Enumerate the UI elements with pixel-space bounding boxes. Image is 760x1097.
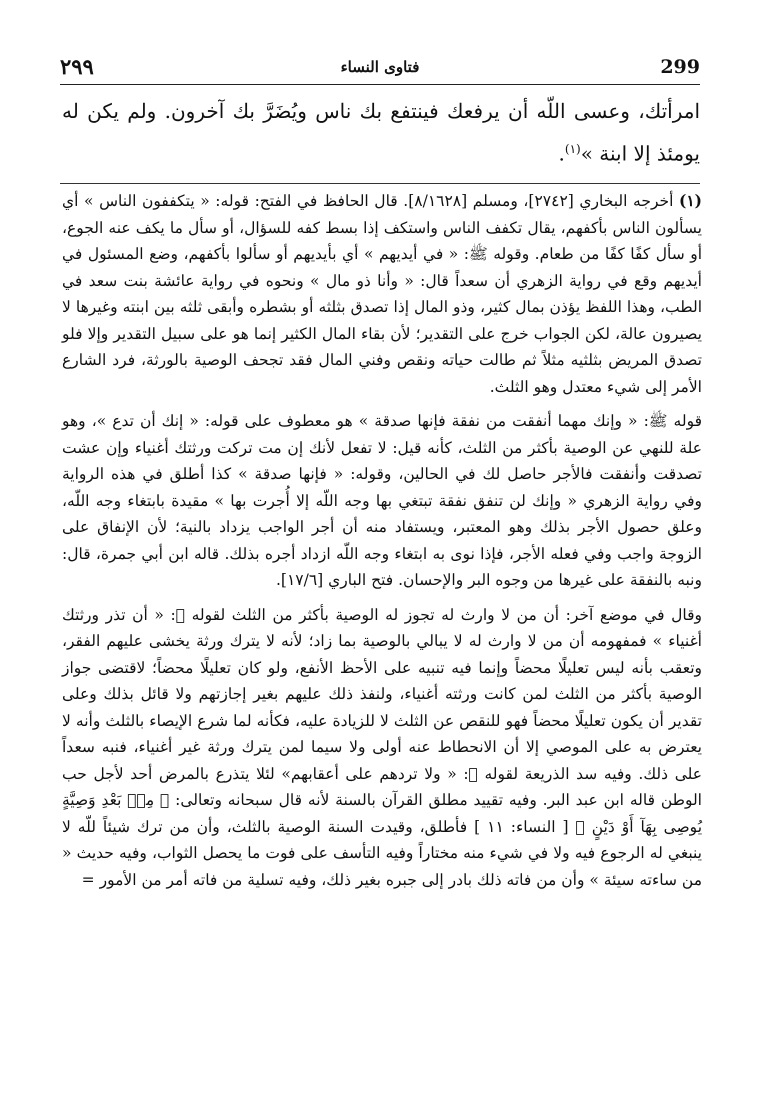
footnote-1-text: أخرجه البخاري [٢٧٤٢]، ومسلم [٨/١٦٢٨]. قال الحافظ في الفتح: قوله: « يتكففون الناس » أي يسألون الناس بأكفهم، يقال تكفف الناس واستكف إذا بسط كفه للسؤال، أو سأل ما يكف عنه الجوع، أو سأل كفًا كفًا من طعام. وقوله ﷺ: « في أيديهم » أي بأيديهم أو سألوا بأكفهم، وضع المسئول في أيديهم وقع في رواية الزهري أن سعداً قال: « وأنا ذو مال » ونحوه في رواية عائشة بنت سعد في الطب، وهذا اللفظ يؤذن بمال كثير، وذو المال إذا تصدق بثلثه أو بشطره وأبقى ثلثه بين ابنته وغيرها لا يصيرون عالة، لكن الجواب خرج على التقدير؛ لأن بقاء المال الكثير إنما هو على سبيل التقدير وإلا فلو تصدق المريض بثلثيه مثلاً ثم طالت حياته ونقص وفني المال فقد تجحف الوصية بالورثة، فرد الشارع الأمر إلى شيء معتدل وهو الثلث. (62, 192, 702, 396)
footnotes (62, 188, 702, 901)
page-number-latin: 299 (660, 56, 700, 78)
main-text: امرأتك، وعسى اللّه أن يرفعك فينتفع بك ناس ويُضَرَّ بك آخرون. ولم يكن له يومئذ إلا ابنة »$^{(١)}$. (62, 99, 700, 166)
footnote-separator (60, 183, 700, 184)
footnote-1-para-1 (62, 188, 702, 400)
footnote-1-para-2: قوله ﷺ: « وإنك مهما أنفقت من نفقة فإنها صدقة » هو معطوف على قوله: « إنك أن تدع »، وهو علة للنهي عن الوصية بأكثر من الثلث، كأنه قيل: لا تفعل لأنك إن مت تركت ورثتك أغنياء وإن عشت تصدقت وأنفقت فالأجر حاصل لك في الحالين، وقوله: « فإنها صدقة » كذا أطلق في هذه الرواية وفي رواية الزهري « وإنك لن تنفق نفقة تبتغي بها وجه اللّه إلا أُجرت بها » مقيدة بابتغاء وجه اللّه، وعلق حصول الأجر بذلك وهو المعتبر، ويستفاد منه أن أجر الواجب يزداد بالنية؛ لأن الإنفاق على الزوجة واجب وفي فعله الأجر، فإذا نوى به ابتغاء وجه اللّه ازداد أجره بذلك. قاله ابن أبي جمرة، قال: ونبه بالنفقة على غيرها من وجوه البر والإحسان. فتح الباري [١٧/٦]. (62, 412, 702, 589)
book-title: فتاوى النساء (340, 58, 420, 76)
page-number-arabic: ٢٩٩ (60, 54, 94, 79)
main-text-body: امرأتك، وعسى اللّه أن يرفعك فينتفع بك ناس ويُضَرَّ بك آخرون. ولم يكن له يومئذ إلا ابنة » (62, 99, 700, 166)
footnote-number: (١) (678, 191, 702, 210)
page-header (60, 52, 700, 85)
footnote-1-para-3: وقال في موضع آخر: أن من لا وارث له تجوز له الوصية بأكثر من الثلث لقوله ﷺ: « أن تذر ورثتك أغنياء » فمفهومه أن من لا وارث له لا يبالي بالوصية بما زاد؛ لأنه لا يترك ورثة يخشى عليهم الفقر، وتعقب بأنه ليس تعليلًا محضاً وإنما فيه تنبيه على الأحظ الأنفع، ولو كان تعليلًا محضاً؛ لاقتضى جواز الوصية بأكثر من الثلث لمن كانت ورثته أغنياء، ولنفذ ذلك عليهم بغير إجازتهم ولا قائل بذلك وعلى تقدير أن يكون تعليلًا محضاً فهو للنقص عن الثلث لا للزيادة عليه، فكأنه لما شرع الإيصاء بالثلث وأنه لا يعترض به على الموصي إلا أن الانحطاط عنه أولى ولا سيما لمن يترك ورثة غير أغنياء، فنبه سعداً على ذلك. وفيه سد الذريعة لقوله ﷺ: « ولا تردهم على أعقابهم» لئلا يتذرع بالمرض أحد لأجل حب الوطن قاله ابن عبد البر. وفيه تقييد مطلق القرآن بالسنة لأنه قال سبحانه وتعالى: ﴿ مِنۢ بَعْدِ وَصِيَّةٍ يُوصِى بِهَآ أَوْ دَيْنٍ ﴾ [ النساء: ١١ ] فأطلق، وقيدت السنة الوصية بالثلث، وأن من ترك شيئاً للّه لا ينبغي له الرجوع فيه ولا في شيء منه مختاراً وفيه التأسف على فوت ما يحصل الثواب، وفيه حديث « من ساءته سيئة » وأن من فاته ذلك بادر إلى جبره بغير ذلك، وفيه تسلية من فاته أمر من الأمور = (62, 605, 703, 889)
footnote-ref: (١) (564, 142, 581, 156)
